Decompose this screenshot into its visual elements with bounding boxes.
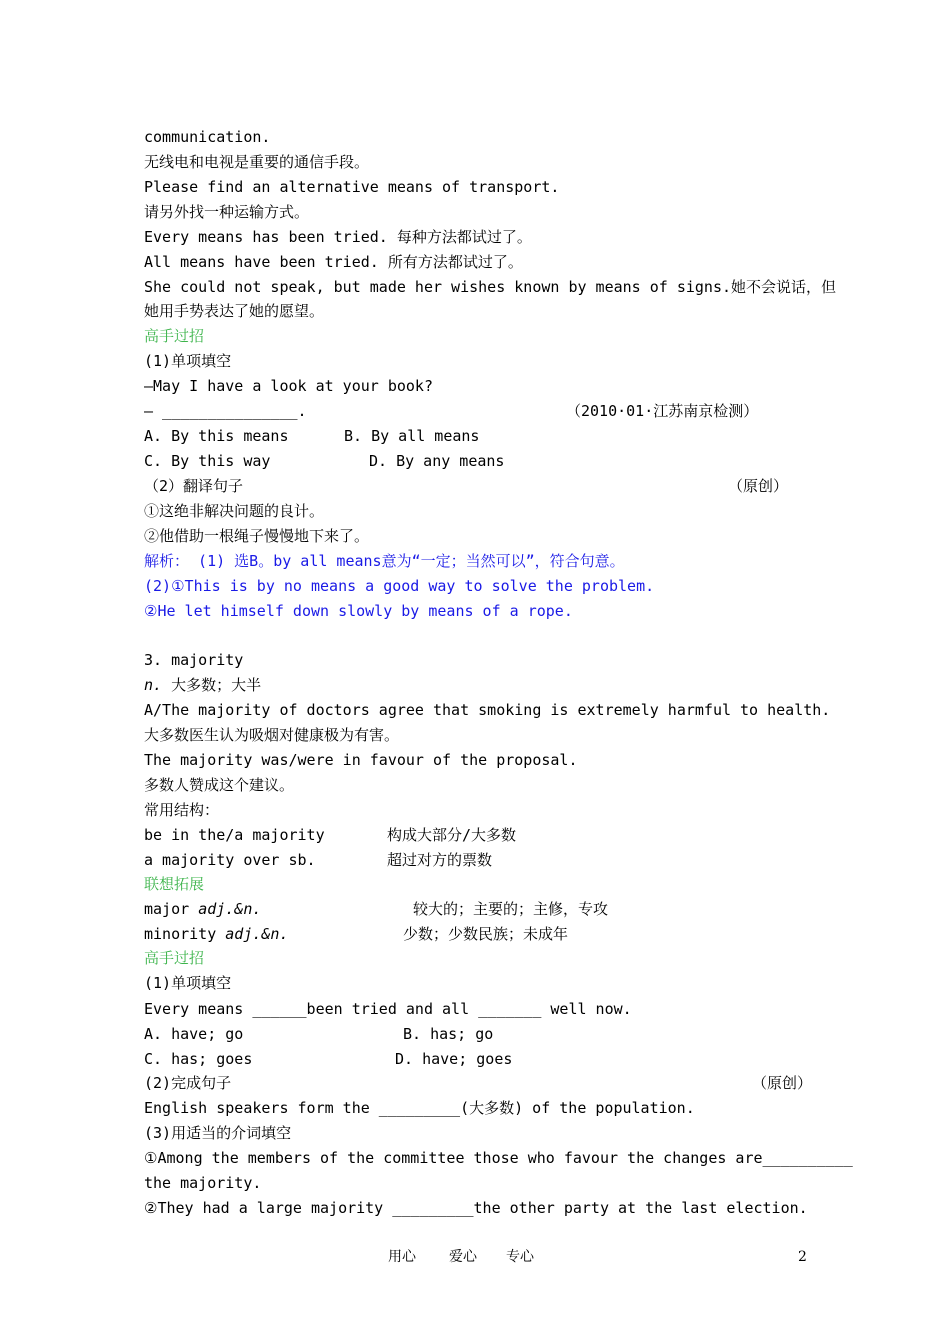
body-line: 请另外找一种运输方式。 — [144, 203, 310, 221]
answer-line — [144, 549, 625, 573]
body-line: 无线电和电视是重要的通信手段。 — [144, 153, 370, 171]
word: major — [144, 900, 199, 918]
option-d: D. have; goes — [395, 1050, 513, 1068]
answer-blank: — _______________. — [144, 402, 307, 420]
related-word — [144, 922, 289, 946]
option-d: D. By any means — [369, 452, 505, 470]
section-heading: 高手过招 — [144, 327, 205, 345]
related-word — [144, 897, 261, 921]
sub-heading: (2)完成句子 — [144, 1074, 232, 1092]
translate-item: ②他借助一根绳子慢慢地下来了。 — [144, 527, 370, 545]
option-a: A. By this means — [144, 427, 289, 445]
question-text: the majority. — [144, 1174, 262, 1192]
structure-label: 常用结构： — [144, 801, 220, 819]
part-of-speech: adj.&n. — [225, 925, 289, 943]
option-c: C. has; goes — [144, 1050, 253, 1068]
body-line: All means have been tried. 所有方法都试过了。 — [144, 253, 523, 271]
question-source: （原创） — [728, 477, 789, 495]
section-heading: 高手过招 — [144, 949, 205, 967]
structure-meaning: 超过对方的票数 — [387, 851, 493, 869]
question-text: English speakers form the _________(大多数) of the population. — [144, 1099, 695, 1117]
sub-heading: (1)单项填空 — [144, 352, 232, 370]
question-text: Every means ______been tried and all _______ well now. — [144, 1000, 632, 1018]
question-text: ①Among the members of the committee those who favour the changes are__________ — [144, 1149, 853, 1167]
answer-text: (2)①This is by no means a good way to solve the problem. — [144, 577, 655, 595]
part-of-speech: n. — [144, 676, 163, 694]
option-b: B. has; go — [403, 1025, 494, 1043]
question-text: ②They had a large majority _________the other party at the last election. — [144, 1199, 808, 1217]
word: minority — [144, 925, 226, 943]
question-text: —May I have a look at your book? — [144, 377, 433, 395]
footer-text: 用心 — [388, 1249, 416, 1265]
option-b: B. By all means — [344, 427, 480, 445]
body-line: She could not speak, but made her wishes known by means of signs.她不会说话，但 — [144, 278, 837, 296]
translate-item: ①这绝非解决问题的良计。 — [144, 502, 325, 520]
definition-line — [144, 673, 261, 697]
sub-heading: (1)单项填空 — [144, 974, 232, 992]
question-source: （原创） — [752, 1074, 813, 1092]
structure-phrase: be in the/a majority — [144, 826, 325, 844]
answer-label: 解析： — [144, 552, 190, 570]
section-heading: 联想拓展 — [144, 875, 205, 893]
sub-heading: (3)用适当的介词填空 — [144, 1124, 292, 1142]
example-translation: 多数人赞成这个建议。 — [144, 776, 295, 794]
body-line: Every means has been tried. 每种方法都试过了。 — [144, 228, 532, 246]
option-c: C. By this way — [144, 452, 271, 470]
definition: 大多数；大半 — [162, 676, 262, 694]
page-number: 2 — [798, 1249, 807, 1265]
related-meaning: 少数；少数民族；未成年 — [403, 925, 569, 943]
structure-meaning: 构成大部分/大多数 — [387, 826, 517, 844]
structure-phrase: a majority over sb. — [144, 851, 316, 869]
body-line: Please find an alternative means of transport. — [144, 178, 560, 196]
answer-text: ②He let himself down slowly by means of a rope. — [144, 602, 573, 620]
question-source: （2010·01·江苏南京检测） — [566, 402, 759, 420]
sub-heading: （2）翻译句子 — [144, 477, 244, 495]
example-translation: 大多数医生认为吸烟对健康极为有害。 — [144, 726, 400, 744]
body-line: 她用手势表达了她的愿望。 — [144, 302, 325, 320]
footer-text: 专心 — [506, 1249, 534, 1265]
footer-text: 爱心 — [449, 1249, 477, 1265]
part-of-speech: adj.&n. — [198, 900, 262, 918]
example-sentence: The majority was/were in favour of the proposal. — [144, 751, 578, 769]
body-line: communication. — [144, 128, 271, 146]
entry-title: 3. majority — [144, 651, 244, 669]
example-sentence: A/The majority of doctors agree that smoking is extremely harmful to health. — [144, 701, 831, 719]
related-meaning: 较大的；主要的；主修，专攻 — [413, 900, 609, 918]
option-a: A. have; go — [144, 1025, 244, 1043]
answer-text: (1) 选B。by all means意为“一定；当然可以”，符合句意。 — [189, 552, 625, 570]
